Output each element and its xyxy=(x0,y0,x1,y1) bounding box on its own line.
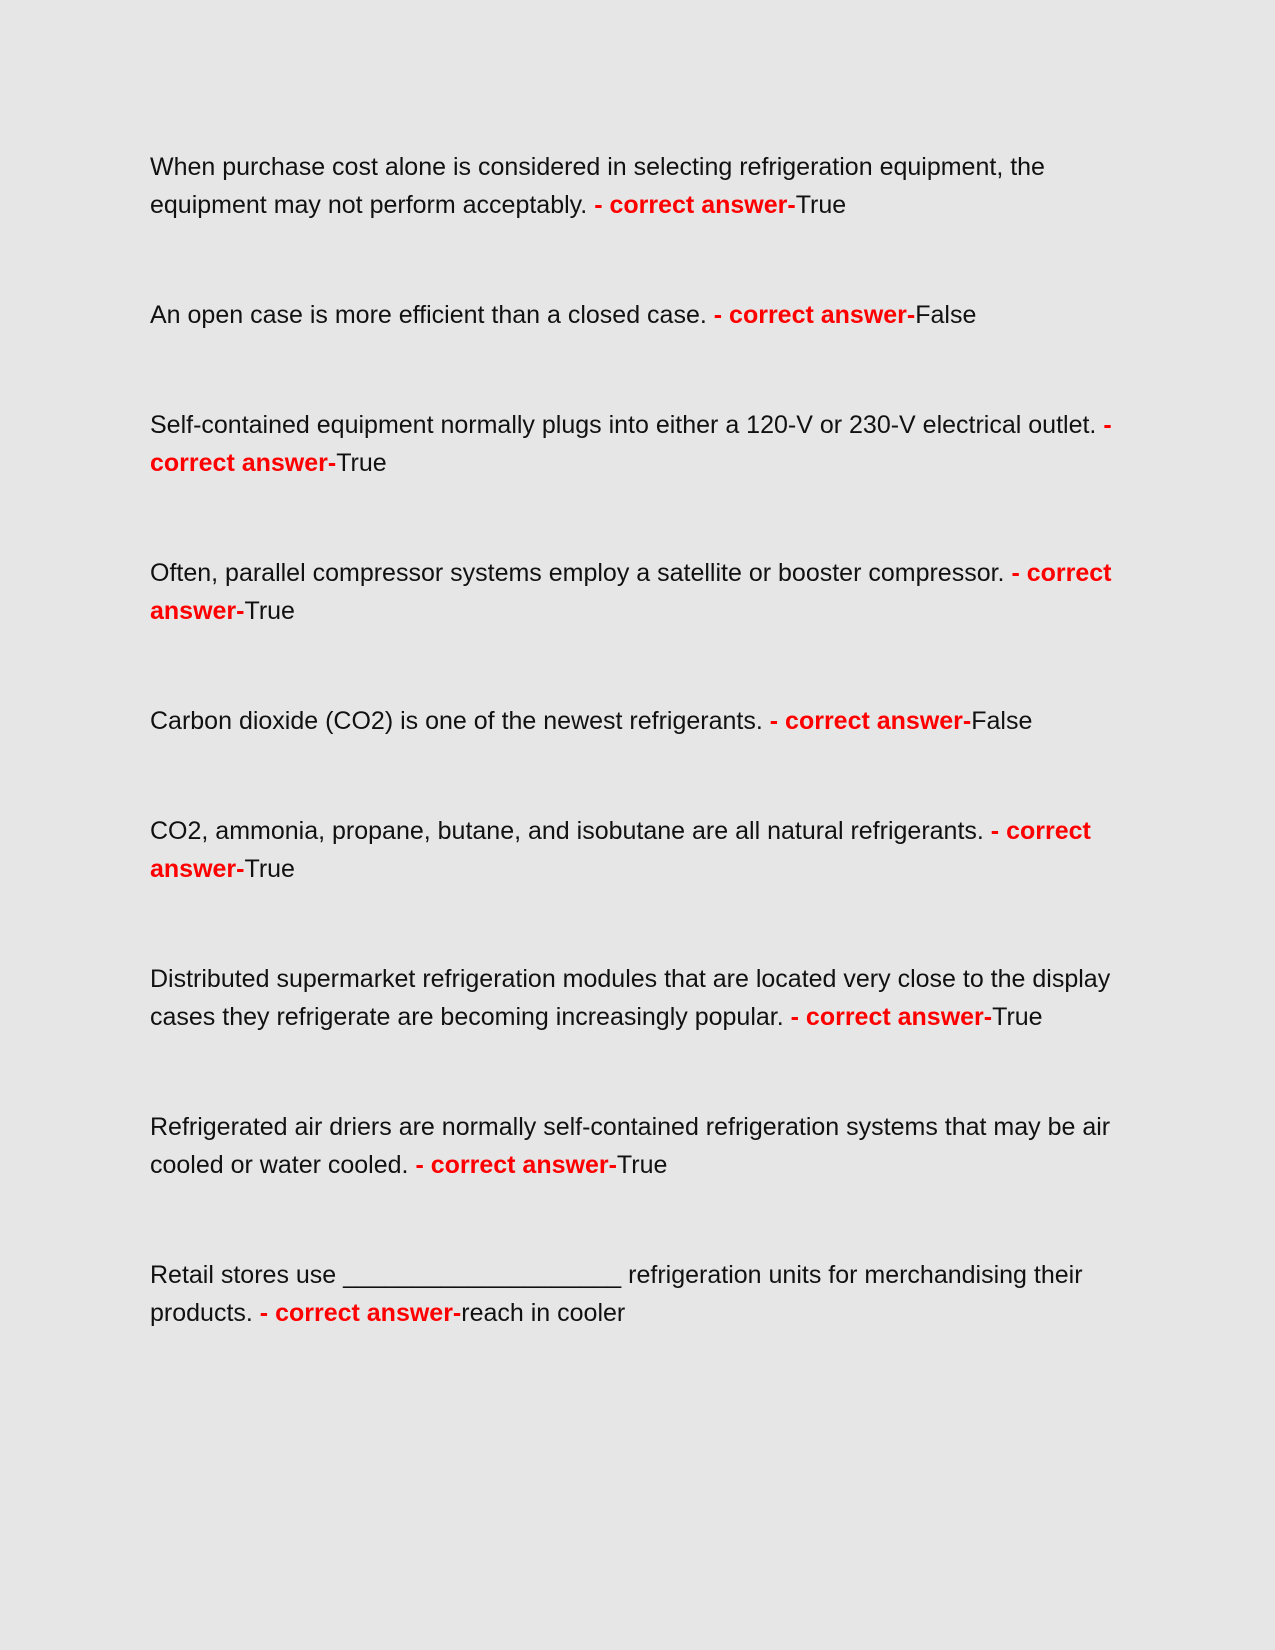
answer-text: False xyxy=(971,707,1033,735)
question-text: Carbon dioxide (CO2) is one of the newest refrigerants. xyxy=(150,707,763,735)
answer-text: True xyxy=(795,191,847,219)
question-text: Retail stores use ____________________ refrigeration units for merchandising their products. xyxy=(150,1261,1083,1327)
question-text: Refrigerated air driers are normally self-contained refrigeration systems that may be air cooled or water cooled. xyxy=(150,1113,1111,1179)
qa-item xyxy=(150,554,1130,630)
correct-answer-label: - correct answer- xyxy=(150,411,1112,477)
correct-answer-label: - correct answer- xyxy=(415,1151,617,1179)
question-text: An open case is more efficient than a closed case. xyxy=(150,301,707,329)
answer-text: True xyxy=(244,597,295,625)
qa-item xyxy=(150,406,1130,482)
correct-answer-label: - correct answer- xyxy=(769,707,972,735)
answer-text: True xyxy=(336,449,387,477)
qa-item xyxy=(150,1256,1130,1332)
qa-item xyxy=(150,296,1130,334)
question-text: CO2, ammonia, propane, butane, and isobutane are all natural refrigerants. xyxy=(150,817,984,845)
answer-text: reach in cooler xyxy=(461,1299,626,1327)
question-text: Distributed supermarket refrigeration modules that are located very close to the display cases they refrigerate are becoming increasingly popular. xyxy=(150,965,1111,1031)
correct-answer-label: - correct answer- xyxy=(259,1299,462,1327)
question-text: When purchase cost alone is considered in selecting refrigeration equipment, the equipment may not perform acceptably. xyxy=(150,153,1045,219)
correct-answer-label: - correct answer- xyxy=(713,301,916,329)
qa-item xyxy=(150,148,1130,224)
correct-answer-label: - correct answer- xyxy=(594,191,796,219)
answer-text: True xyxy=(616,1151,668,1179)
answer-text: True xyxy=(244,855,295,883)
qa-item xyxy=(150,1108,1130,1184)
qa-item xyxy=(150,702,1130,740)
correct-answer-label: - correct answer- xyxy=(150,559,1112,625)
qa-item xyxy=(150,812,1130,888)
answer-text: False xyxy=(915,301,977,329)
correct-answer-label: - correct answer- xyxy=(150,817,1091,883)
qa-item xyxy=(150,960,1130,1036)
question-text: Often, parallel compressor systems employ a satellite or booster compressor. xyxy=(150,559,1005,587)
answer-text: True xyxy=(992,1003,1043,1031)
correct-answer-label: - correct answer- xyxy=(790,1003,993,1031)
document-page xyxy=(150,148,1130,1404)
question-text: Self-contained equipment normally plugs into either a 120-V or 230-V electrical outlet. xyxy=(150,411,1097,439)
